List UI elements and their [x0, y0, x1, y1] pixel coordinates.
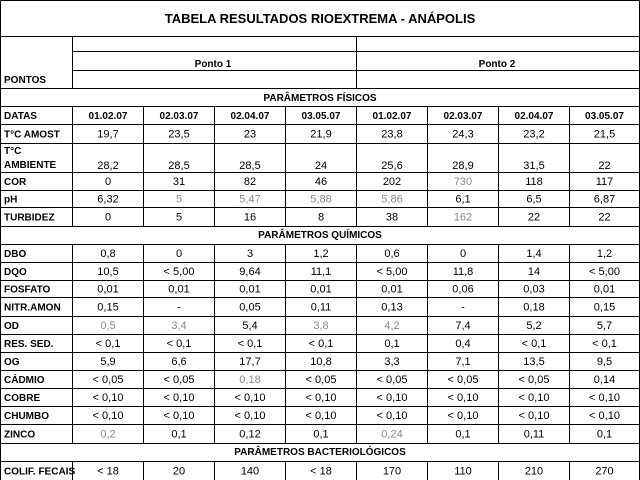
table-cell: < 0,05 [163, 374, 195, 386]
table-cell: 6,87 [593, 193, 616, 206]
table-cell: 3 [246, 248, 254, 260]
row-label: AMBIENTE [4, 160, 57, 171]
table-cell: < 0,10 [92, 392, 124, 404]
table-cell: < 0,10 [589, 410, 620, 422]
section-quimicos: PARÂMETROS QUÍMICOS [258, 230, 382, 241]
table-cell: 25,6 [381, 160, 403, 172]
table-cell: 0,4 [455, 338, 471, 350]
table-cell: 10,8 [310, 356, 332, 368]
table-cell: < 0,10 [92, 410, 124, 422]
section-bacteriologicos: PARÂMETROS BACTERIOLÓGICOS [234, 447, 406, 458]
table-cell: 0,24 [381, 428, 403, 441]
table-cell: 0,18 [239, 374, 261, 386]
table-cell: < 18 [310, 465, 332, 478]
table-cell: 19,7 [97, 128, 119, 141]
table-cell: 0,1 [596, 428, 613, 441]
table-cell: 0,03 [523, 283, 545, 296]
table-cell: 14 [527, 266, 541, 278]
table-cell: 7,4 [455, 320, 471, 332]
table-cell: 5,4 [242, 320, 258, 332]
table-cell: < 18 [97, 465, 119, 478]
table-cell: 46 [314, 176, 328, 188]
row-label: NITR.AMON [4, 302, 61, 314]
table-cell: 0,01 [593, 283, 616, 296]
table-cell: 22 [598, 211, 611, 224]
table-cell: 02.04.07 [514, 111, 554, 122]
row-label: DQO [4, 267, 27, 278]
table-cell: 82 [243, 176, 257, 188]
table-cell: < 5,00 [376, 266, 408, 278]
table-cell: 21,5 [593, 128, 616, 141]
table-cell: 3,4 [171, 320, 187, 332]
table-cell: 31 [172, 176, 186, 188]
table-cell: 0,14 [593, 374, 616, 386]
row-label: OD [4, 321, 19, 332]
table-cell: < 0,10 [376, 410, 408, 422]
table-cell: < 0,1 [237, 338, 263, 350]
table-cell: < 0,10 [163, 392, 195, 404]
table-cell: 0,13 [381, 301, 403, 314]
row-label: DATAS [4, 111, 37, 122]
table-cell: 21,9 [310, 128, 332, 141]
table-cell: < 0,05 [305, 374, 337, 386]
table-cell: 0,01 [239, 283, 261, 296]
table-cell: 0,01 [168, 283, 190, 296]
table-cell: 5,88 [310, 193, 332, 206]
table-cell: 1,2 [596, 248, 613, 260]
table-cell: 24 [314, 160, 328, 172]
table-cell: < 0,10 [518, 392, 550, 404]
row-label: COLIF. FECAIS [4, 466, 76, 478]
table-cell: < 0,10 [234, 392, 266, 404]
row-label: ZINCO [4, 429, 36, 441]
table-body [4, 111, 624, 478]
table-cell: 6,5 [526, 193, 542, 206]
row-label: FOSFATO [4, 284, 51, 296]
table-cell: 4,2 [384, 320, 400, 332]
table-cell: 20 [172, 465, 186, 478]
table-cell: < 0,1 [521, 338, 547, 350]
table-cell: 730 [453, 176, 473, 188]
table-cell: 22 [527, 211, 541, 224]
table-cell: 0 [104, 176, 112, 188]
table-cell: < 0,1 [592, 338, 617, 350]
table-cell: < 0,10 [163, 410, 195, 422]
table-cell: 17,7 [239, 356, 261, 368]
page-title: TABELA RESULTADOS RIOEXTREMA - ANÁPOLIS [164, 11, 476, 26]
table-cell: 23,2 [523, 128, 545, 141]
row-label: T°C [4, 146, 22, 157]
table-cell: 13,5 [523, 356, 545, 368]
table-cell: 11,8 [452, 266, 474, 278]
table-cell: 5 [175, 193, 183, 206]
table-cell: 24,3 [452, 128, 474, 141]
table-cell: 01.02.07 [88, 111, 128, 122]
table-cell: < 0,05 [92, 374, 124, 386]
table-cell: 140 [240, 465, 260, 478]
pontos-label: PONTOS [4, 75, 47, 86]
table-cell: 0,1 [455, 428, 471, 441]
table-cell: 5,9 [100, 356, 116, 368]
table-cell: 202 [382, 176, 402, 188]
ponto-2-header: Ponto 2 [478, 59, 516, 70]
table-cell: 10,5 [97, 266, 119, 278]
table-cell: 31,5 [523, 160, 545, 172]
table-cell: < 0,10 [234, 410, 266, 422]
table-cell: 22 [598, 160, 611, 172]
table-cell: < 0,10 [376, 392, 408, 404]
row-label: DBO [4, 249, 27, 260]
table-cell: 1,2 [313, 248, 329, 260]
table-cell: 210 [524, 465, 544, 478]
row-label: COBRE [4, 393, 41, 404]
table-cell: 0,11 [310, 301, 332, 314]
table-cell: 5,47 [239, 193, 261, 206]
table-cell: - [177, 301, 181, 314]
table-cell: 110 [454, 465, 472, 478]
table-cell: 02.03.07 [443, 111, 483, 122]
table-cell: < 0,05 [376, 374, 408, 386]
table-cell: 5,2 [526, 320, 542, 332]
table-cell: 28,2 [97, 160, 119, 172]
row-label: COR [4, 177, 27, 188]
table-cell: 0,1 [384, 338, 400, 350]
table-cell: 118 [525, 176, 543, 188]
table-cell: < 0,10 [305, 392, 337, 404]
row-label: TURBIDEZ [4, 212, 55, 224]
row-label: T°C AMOST [4, 129, 60, 141]
table-cell: 0,01 [381, 283, 403, 296]
table-cell: 23,5 [168, 128, 190, 141]
table-cell: < 0,1 [166, 338, 192, 350]
section-fisicos: PARÂMETROS FÍSICOS [263, 93, 377, 104]
table-cell: < 0,10 [305, 410, 337, 422]
table-cell: < 0,1 [308, 338, 334, 350]
table-cell: 28,5 [168, 160, 190, 172]
table-cell: 0,8 [100, 248, 116, 260]
table-cell: 0,12 [239, 428, 261, 441]
table-cell: 9,5 [596, 356, 613, 368]
table-cell: 0,15 [593, 301, 616, 314]
table-cell: 28,5 [239, 160, 261, 172]
table-cell: 3,8 [313, 320, 329, 332]
table-cell: 6,32 [97, 193, 119, 206]
table-cell: 0 [175, 248, 183, 260]
table-cell: < 0,05 [518, 374, 550, 386]
row-label: RES. SED. [4, 339, 54, 350]
table-cell: 3,3 [384, 356, 400, 368]
table-cell: < 0,10 [589, 392, 620, 404]
table-cell: 0,6 [384, 248, 400, 260]
table-cell: 0,1 [171, 428, 187, 441]
table-cell: 02.04.07 [230, 111, 270, 122]
row-label: pH [4, 194, 18, 206]
table-cell: 0,1 [313, 428, 329, 441]
table-cell: 0,11 [523, 428, 545, 441]
table-cell: 0,2 [100, 428, 116, 441]
table-cell: 6,6 [171, 356, 187, 368]
table-cell: < 5,00 [589, 266, 620, 278]
ponto-1-header: Ponto 1 [194, 59, 232, 70]
table-cell: 01.02.07 [372, 111, 412, 122]
table-cell: 03.05.07 [301, 111, 341, 122]
table-cell: 03.05.07 [585, 111, 624, 122]
table-cell: 0,15 [97, 301, 119, 314]
table-cell: 0,01 [97, 283, 119, 296]
table-cell: < 0,05 [447, 374, 479, 386]
table-cell: 0,18 [523, 301, 545, 314]
table-cell: 23,8 [381, 128, 403, 141]
table-cell: 7,1 [455, 356, 471, 368]
table-cell: < 0,10 [447, 392, 479, 404]
table-cell: 5,7 [596, 320, 613, 332]
table-cell: < 0,10 [447, 410, 479, 422]
row-label: CÁDMIO [4, 375, 45, 386]
table-cell: 117 [595, 176, 614, 188]
table-cell: 28,9 [452, 160, 474, 172]
table-cell: 23 [243, 128, 257, 141]
table-cell: 5,86 [381, 193, 403, 206]
table-cell: 0 [459, 248, 467, 260]
table-cell: 170 [382, 465, 402, 478]
table-cell: 16 [243, 211, 257, 224]
table-cell: 270 [595, 465, 614, 478]
table-cell: 0,06 [452, 283, 474, 296]
table-cell: 0,05 [239, 301, 261, 314]
table-cell: < 0,10 [518, 410, 550, 422]
row-label: CHUMBO [4, 411, 49, 422]
table-cell: - [461, 301, 465, 314]
table-cell: 9,64 [239, 266, 261, 278]
table-cell: < 5,00 [163, 266, 195, 278]
table-cell: 02.03.07 [159, 111, 199, 122]
table-cell: 11,1 [310, 266, 332, 278]
table-cell: 0,01 [310, 283, 332, 296]
table-cell: 8 [317, 211, 325, 224]
table-cell: 0,5 [100, 320, 116, 332]
row-label: OG [4, 357, 20, 368]
table-cell: 5 [175, 211, 183, 224]
table-cell: 6,1 [455, 193, 471, 206]
table-cell: 0 [104, 211, 112, 224]
table-cell: 38 [385, 211, 399, 224]
table-cell: 1,4 [526, 248, 542, 260]
table-cell: 162 [453, 211, 473, 224]
table-cell: < 0,1 [95, 338, 121, 350]
